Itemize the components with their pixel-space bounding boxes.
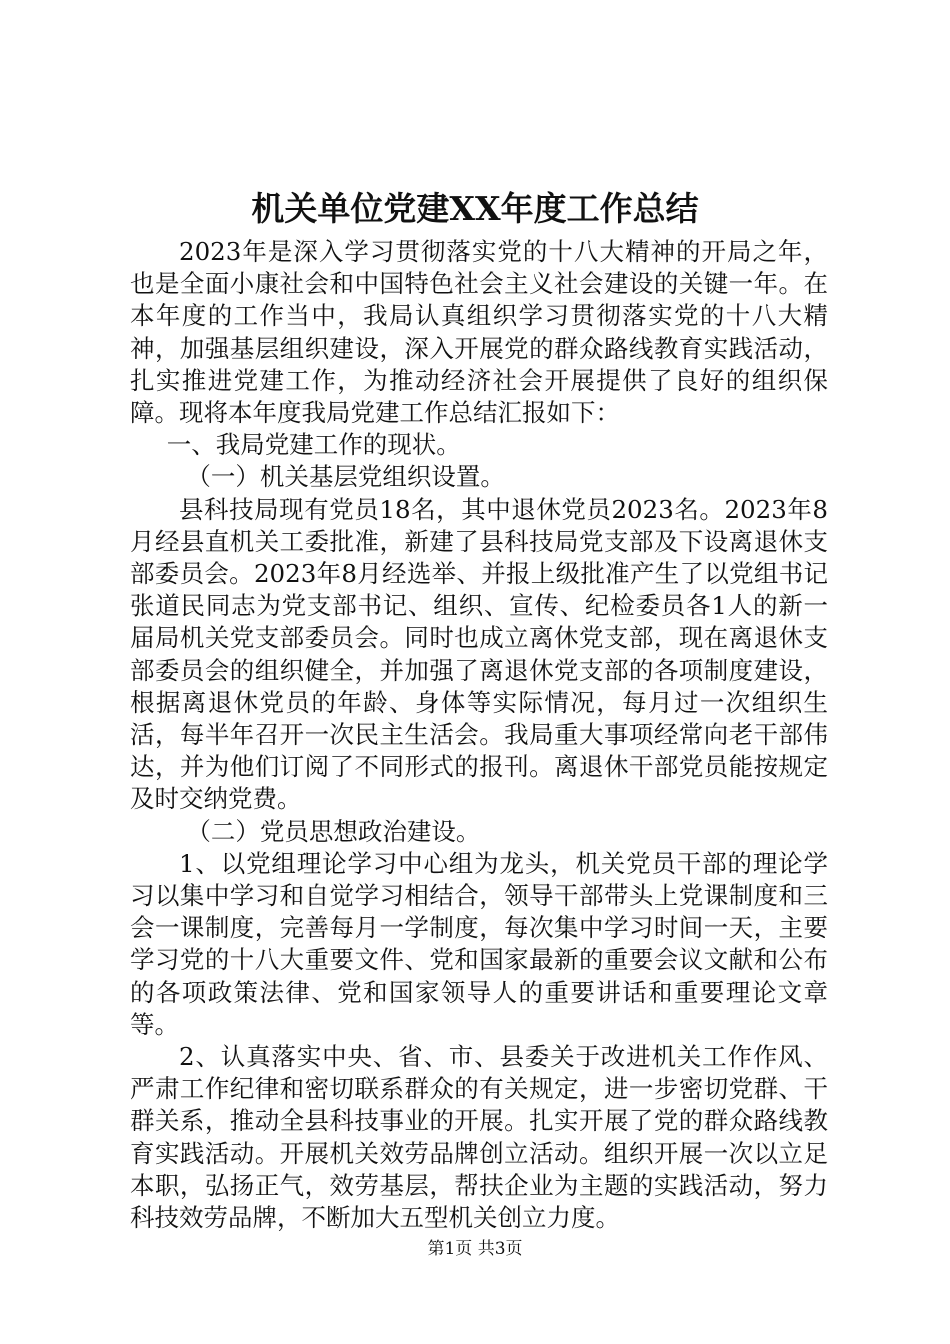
intro-paragraph: 2023年是深入学习贯彻落实党的十八大精神的开局之年，也是全面小康社会和中国特色社会主义社会建设的关键一年。在本年度的工作当中，我局认真组织学习贯彻落实党的十八大精神，加强基层组织建设，深入开展党的群众路线教育实践活动，扎实推进党建工作，为推动经济社会开展提供了良好的组织保障。现将本年度我局党建工作总结汇报如下： <box>130 237 828 428</box>
body-paragraph: 县科技局现有党员18名，其中退休党员2023名。2023年8月经县直机关工委批准，新建了县科技局党支部及下设离退休支部委员会。2023年8月经选举、并报上级批准产生了以党组书记张道民同志为党支部书记、组织、宣传、纪检委员各1人的新一届局机关党支部委员会。同时也成立离休党支部，现在离退休支部委员会的组织健全，并加强了离退休党支部的各项制度建设，根据离退休党员的年龄、身体等实际情况，每月过一次组织生活，每半年召开一次民主生活会。我局重大事项经常向老干部伟达，并为他们订阅了不同形式的报刊。离退休干部党员能按规定及时交纳党费。 <box>130 494 828 814</box>
subsection-heading: （一）机关基层党组织设置。 <box>186 462 505 492</box>
document-title: 机关单位党建XX年度工作总结 <box>251 189 699 228</box>
page-number: 第1页 <box>427 1239 473 1259</box>
page-footer <box>0 1236 950 1262</box>
document-body <box>130 236 828 1234</box>
section-heading: 一、我局党建工作的现状。 <box>166 430 461 460</box>
page-total: 共3页 <box>477 1239 523 1259</box>
body-paragraph: 1、以党组理论学习中心组为龙头，机关党员干部的理论学习以集中学习和自觉学习相结合，领导干部带头上党课制度和三会一课制度，完善每月一学制度，每次集中学习时间一天，主要学习党的十八大重要文件、党和国家最新的重要会议文献和公布的各项政策法律、党和国家领导人的重要讲话和重要理论文章等。 <box>130 848 828 1039</box>
body-paragraph: 2、认真落实中央、省、市、县委关于改进机关工作作风、严肃工作纪律和密切联系群众的有关规定，进一步密切党群、干群关系，推动全县科技事业的开展。扎实开展了党的群众路线教育实践活动。开展机关效劳品牌创立活动。组织开展一次以立足本职，弘扬正气，效劳基层，帮扶企业为主题的实践活动，努力科技效劳品牌，不断加大五型机关创立力度。 <box>130 1042 828 1233</box>
subsection-heading: （二）党员思想政治建设。 <box>186 816 481 846</box>
